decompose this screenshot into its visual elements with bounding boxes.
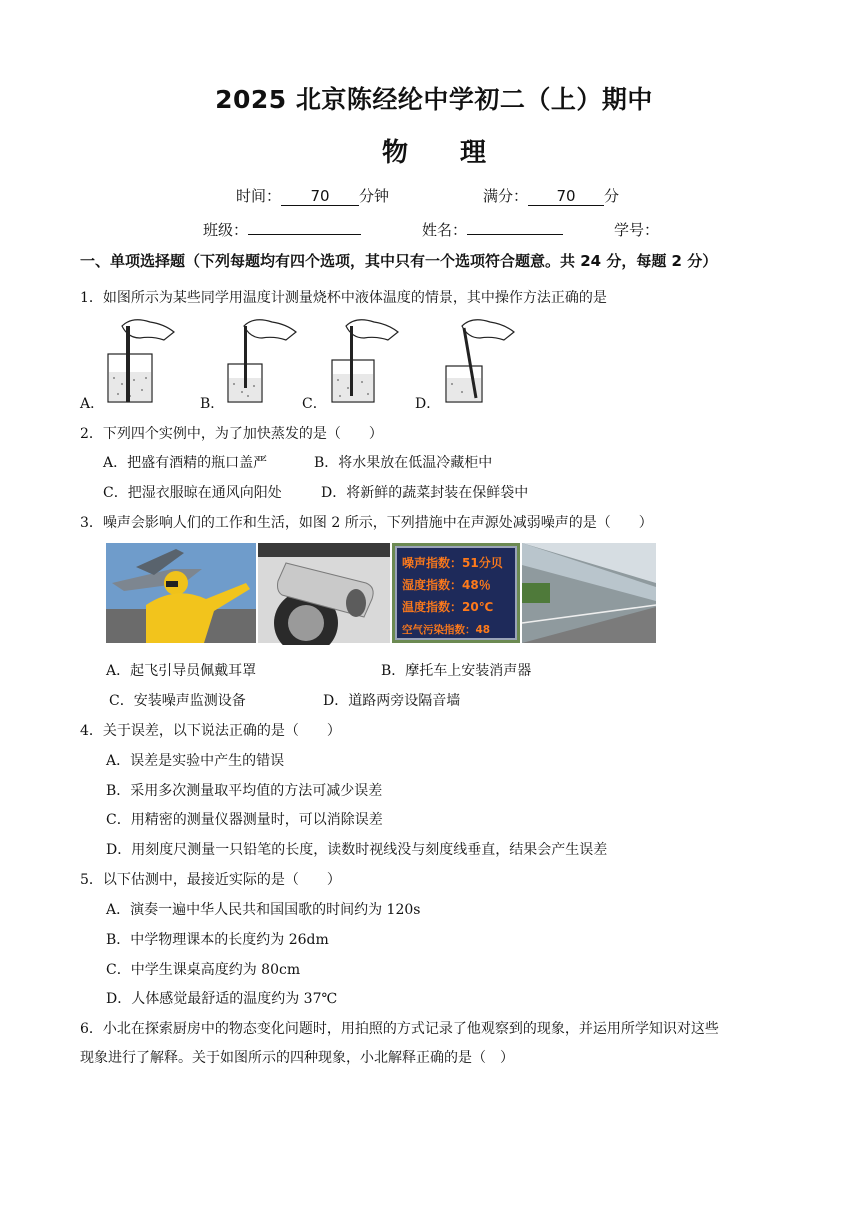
q3-option-c: C．安装噪声监测设备 bbox=[109, 693, 246, 709]
q5-option-d: D．人体感觉最舒适的温度约为 37℃ bbox=[106, 991, 338, 1007]
student-id-label: 学号： bbox=[614, 221, 660, 239]
q2-option-a: A．把盛有酒精的瓶口盖严 bbox=[103, 455, 268, 471]
sign-line-temperature: 温度指数：20℃ bbox=[402, 600, 494, 614]
q5-option-b: B．中学物理课本的长度约为 26dm bbox=[106, 932, 329, 948]
score-label: 满分： bbox=[483, 187, 529, 205]
sign-line-air: 空气污染指数：48 bbox=[402, 624, 491, 636]
q4-option-b: B．采用多次测量取平均值的方法可减少误差 bbox=[106, 783, 383, 799]
name-blank[interactable] bbox=[467, 234, 563, 235]
time-value: 70 bbox=[281, 188, 359, 206]
q3-photo-noise-monitor bbox=[392, 543, 520, 643]
q1-stem: 1．如图所示为某些同学用温度计测量烧杯中液体温度的情景，其中操作方法正确的是 bbox=[80, 290, 607, 306]
q1-figure-c bbox=[332, 320, 398, 402]
time-field bbox=[236, 185, 389, 206]
subject-char-1: 物 bbox=[381, 138, 408, 168]
q2-option-d: D．将新鲜的蔬菜封装在保鲜袋中 bbox=[321, 485, 529, 501]
sign-line-noise: 噪声指数：51分贝 bbox=[402, 556, 503, 570]
q4-option-d: D．用刻度尺测量一只铅笔的长度，读数时视线没与刻度线垂直，结果会产生误差 bbox=[106, 842, 608, 858]
q5-stem: 5．以下估测中，最接近实际的是（ ） bbox=[80, 872, 341, 888]
q3-photo-strip bbox=[106, 543, 656, 645]
q1-figure-d bbox=[446, 320, 514, 402]
q1-label-a: A． bbox=[80, 396, 105, 412]
q3-photo-sound-barrier bbox=[522, 543, 656, 643]
q4-option-a: A．误差是实验中产生的错误 bbox=[106, 753, 285, 769]
q6-stem-line1: 6．小北在探索厨房中的物态变化问题时，用拍照的方式记录了他观察到的现象，并运用所学知识对这些 bbox=[80, 1021, 719, 1037]
q3-option-d: D．道路两旁设隔音墙 bbox=[323, 693, 461, 709]
q1-figure-a bbox=[108, 320, 174, 402]
class-label: 班级： bbox=[203, 221, 249, 239]
name-label: 姓名： bbox=[422, 221, 468, 239]
q2-option-c: C．把湿衣服晾在通风向阳处 bbox=[103, 485, 282, 501]
q1-figure-b bbox=[228, 320, 296, 402]
q1-label-c: C． bbox=[302, 396, 327, 412]
q3-option-a: A．起飞引导员佩戴耳罩 bbox=[106, 663, 257, 679]
q3-photo-launch-officer bbox=[106, 543, 256, 643]
sign-line-humidity: 湿度指数：48％ bbox=[402, 578, 491, 592]
q1-label-b: B． bbox=[200, 396, 225, 412]
q2-stem: 2．下列四个实例中，为了加快蒸发的是（ ） bbox=[80, 426, 383, 442]
subject-char-2: 理 bbox=[460, 138, 487, 168]
score-value: 70 bbox=[528, 188, 604, 206]
q4-stem: 4．关于误差，以下说法正确的是（ ） bbox=[80, 723, 341, 739]
subject-title bbox=[0, 132, 868, 169]
class-blank[interactable] bbox=[248, 234, 361, 235]
score-unit: 分 bbox=[604, 187, 620, 205]
q5-option-c: C．中学生课桌高度约为 80cm bbox=[106, 962, 301, 978]
q2-option-b: B．将水果放在低温冷藏柜中 bbox=[314, 455, 493, 471]
time-label: 时间： bbox=[236, 187, 282, 205]
q3-stem: 3．噪声会影响人们的工作和生活，如图 2 所示，下列措施中在声源处减弱噪声的是（ ） bbox=[80, 515, 653, 531]
time-unit: 分钟 bbox=[359, 187, 390, 205]
section1-heading: 一、单项选择题（下列每题均有四个选项，其中只有一个选项符合题意。共 24 分，每题 2 分） bbox=[80, 252, 718, 270]
q5-option-a: A．演奏一遍中华人民共和国国歌的时间约为 120s bbox=[106, 902, 421, 918]
exam-title: 2025 北京陈经纶中学初二（上）期中 bbox=[215, 85, 653, 114]
q6-stem-line2: 现象进行了解释。关于如图所示的四种现象，小北解释正确的是（ ） bbox=[80, 1050, 514, 1066]
class-field bbox=[203, 219, 361, 240]
q3-photo-muffler bbox=[258, 543, 390, 645]
name-field bbox=[422, 219, 563, 240]
q3-option-b: B．摩托车上安装消声器 bbox=[381, 663, 532, 679]
score-field bbox=[483, 185, 619, 206]
q1-label-d: D． bbox=[415, 396, 441, 412]
q4-option-c: C．用精密的测量仪器测量时，可以消除误差 bbox=[106, 812, 383, 828]
student-id-field bbox=[614, 219, 659, 240]
